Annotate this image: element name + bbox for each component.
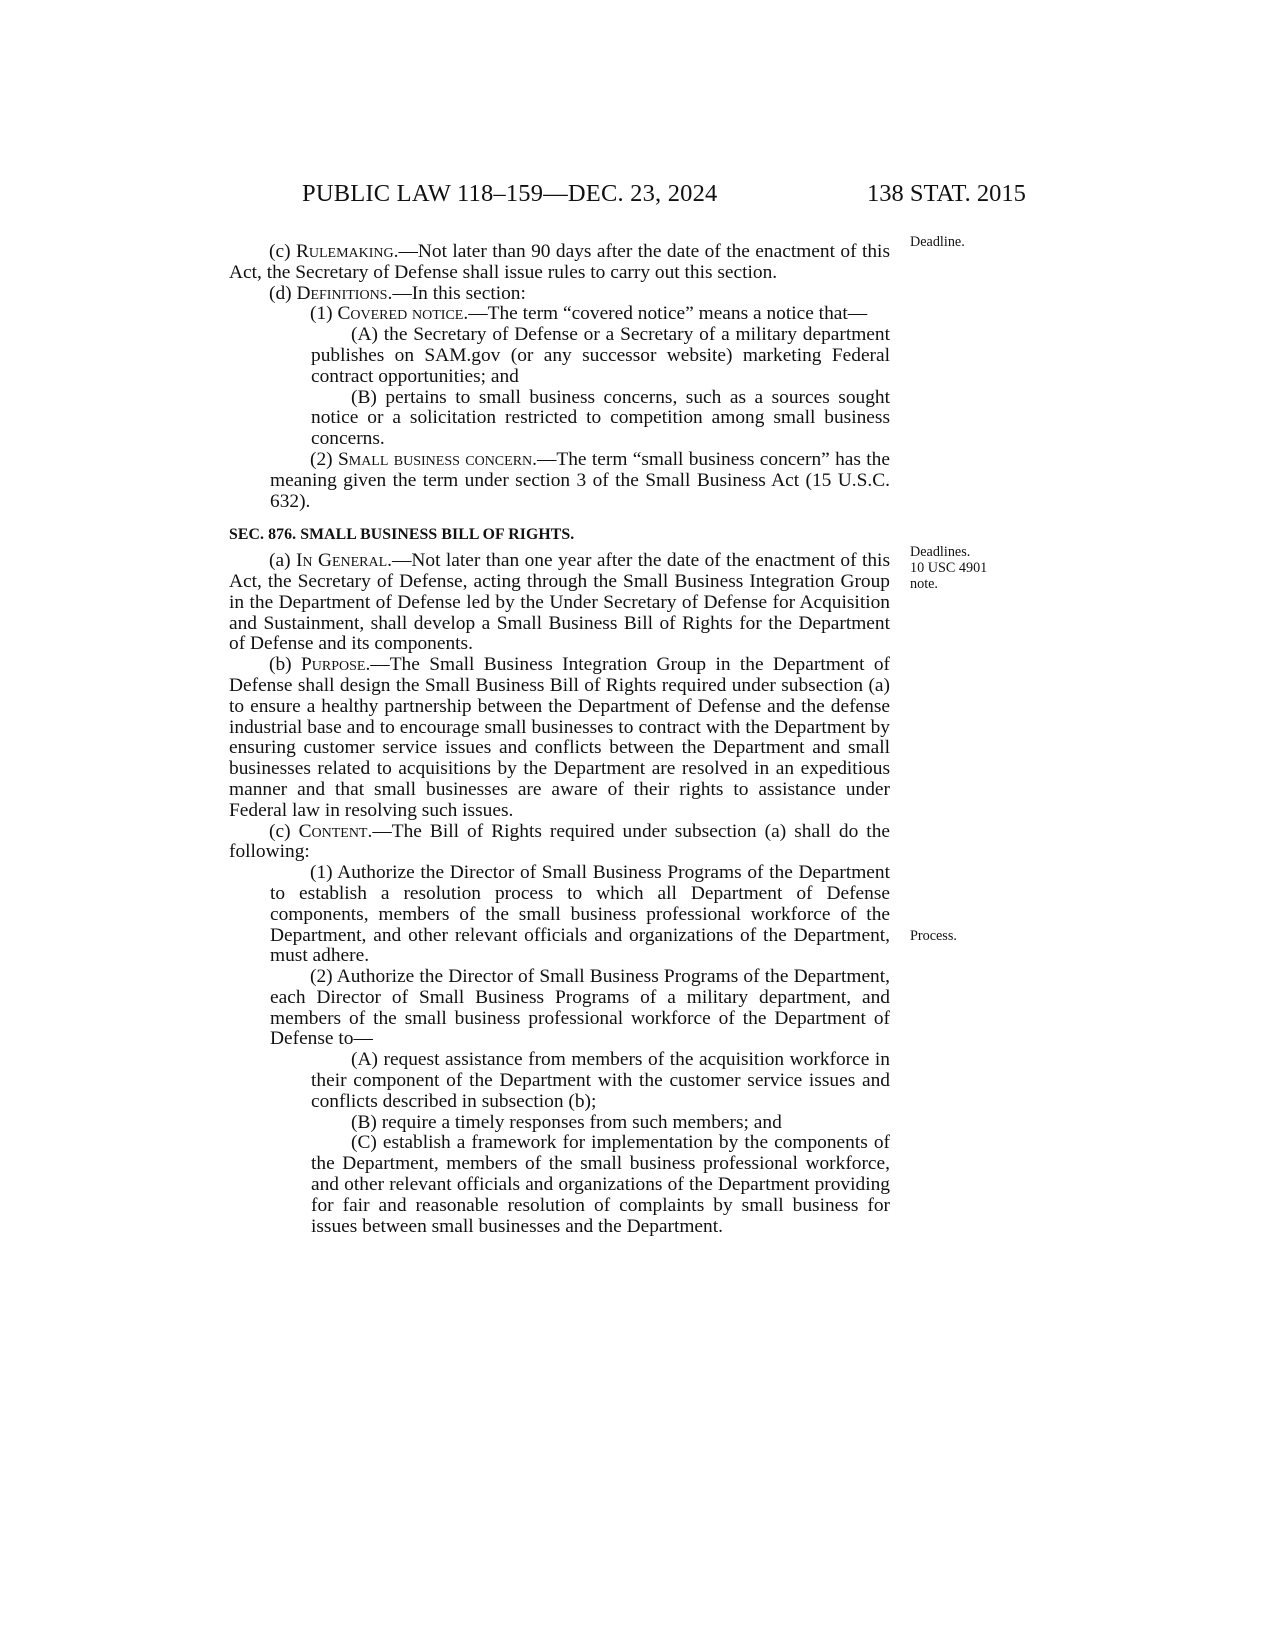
heading-definitions: Definitions [296,282,388,304]
margin-note-deadlines: Deadlines. [910,544,971,560]
paragraph-d2-small-business-concern: (2) Small business concern.—The term “small business concern” has the meaning given the term under section 3 of the Small Business Act (15 U.S.C. 632). [270,448,890,512]
heading-content: Content [298,820,368,842]
heading-purpose: Purpose [300,654,366,676]
margin-note-process: Process. [910,928,957,944]
paragraph-b-purpose: (b) Purpose.—The Small Business Integration Group in the Department of Defense shall design the Small Business Bill of Rights required under subsection (a) to ensure a healthy partnership between the Department of Defense and the defense industrial base and to encourage small businesses to contract with the Department by ensuring customer service issues and conflicts between the Department and small businesses related to acquisitions by the Department are resolved in an expeditious manner and that small businesses are aware of their rights to assistance under Federal law in resolving such issues. [229,654,890,821]
statute-text [229,242,890,1237]
paragraph-d1-covered-notice: (1) Covered notice.—The term “covered notice” means a notice that— [310,303,868,325]
paragraph-c-content: (c) Content.—The Bill of Rights required under subsection (a) shall do the following: [229,820,890,863]
page-number: 138 STAT. 2015 [867,180,1026,207]
margin-note-note: note. [910,576,938,592]
section-876-heading: SEC. 876. SMALL BUSINESS BILL OF RIGHTS. [229,526,575,544]
paragraph-c1: (1) Authorize the Director of Small Business Programs of the Department to establish a resolution process to which all Department of Defense components, members of the small business professional workforce of the Department, and other relevant officials and organizations of the Department, must adhere. [270,862,890,967]
paragraph-d-definitions: (d) Definitions.—In this section: [269,282,526,304]
heading-covered-notice: Covered notice [337,303,464,325]
paragraph-c2-C: (C) establish a framework for implementation by the components of the Department, members of the small business professional workforce, and other relevant officials and organizations of the Department providing for fair and reasonable resolution of complaints by small business for issues between small businesses and the Department. [311,1132,890,1237]
paragraph-c2-A: (A) request assistance from members of the acquisition workforce in their component of the Department with the customer service issues and conflicts described in subsection (b); [311,1049,890,1112]
heading-small-business-concern: Small business concern [337,448,533,470]
heading-rulemaking: Rulemaking [295,241,394,262]
paragraph-c-rulemaking: (c) Rulemaking.—Not later than 90 days after the date of the enactment of this Act, the Secretary of Defense shall issue rules to carry out this section. [229,241,890,283]
running-head: PUBLIC LAW 118–159—DEC. 23, 2024 [302,180,718,207]
paragraph-c2: (2) Authorize the Director of Small Business Programs of the Department, each Director of Small Business Programs of a military department, and members of the small business professional workforce of the Department of Defense to— [270,966,890,1050]
page-header [0,180,1275,216]
paragraph-d1-B: (B) pertains to small business concerns, such as a sources sought notice or a solicitation restricted to competition among small business concerns. [311,386,890,450]
paragraph-d1-A: (A) the Secretary of Defense or a Secretary of a military department publishes on SAM.gov (or any successor website) marketing Federal contract opportunities; and [311,324,890,387]
margin-note-usc: 10 USC 4901 [910,560,988,576]
heading-in-general: In General [295,550,388,572]
paragraph-c2-B: (B) require a timely responses from such members; and [351,1111,782,1133]
margin-note-deadline: Deadline. [910,234,965,250]
paragraph-a-in-general: (a) In General.—Not later than one year after the date of the enactment of this Act, the Secretary of Defense, acting through the Small Business Integration Group in the Department of Defense led by the Under Secretary of Defense for Acquisition and Sustainment, shall develop a Small Business Bill of Rights for the Department of Defense and its components. [229,550,890,655]
